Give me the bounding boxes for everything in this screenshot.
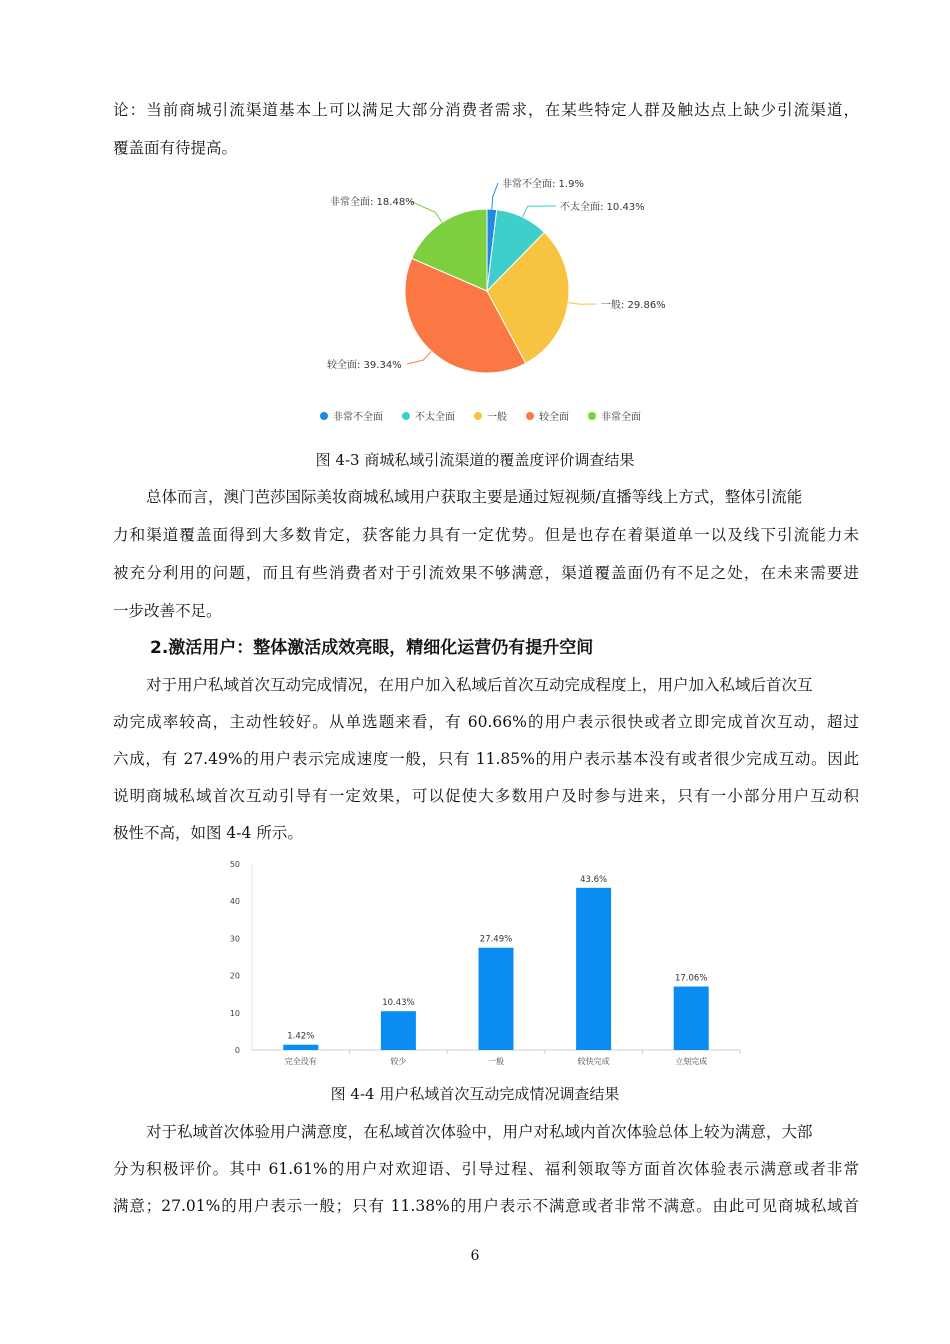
para2-line-2: 动完成率较高，主动性较好。从单选题来看，有 60.66%的用户表示很快或者立即完成首次互动，超过	[113, 713, 859, 731]
legend-swatch	[588, 412, 596, 420]
section-heading: 2.激活用户：整体激活成效亮眼，精细化运营仍有提升空间	[150, 638, 594, 658]
pie-chart	[290, 170, 690, 435]
legend-swatch	[402, 412, 410, 420]
pie-slice-label: 非常全面: 18.48%	[330, 197, 415, 208]
para2-line-1: 对于用户私域首次互动完成情况，在用户加入私域后首次互动完成程度上，用户加入私域后首次互	[146, 676, 813, 694]
legend-label: 非常不全面	[333, 412, 383, 423]
pie-leader-line	[522, 206, 556, 217]
pie-slice-label: 不太全面: 10.43%	[560, 202, 645, 213]
y-tick-label: 10	[229, 1008, 240, 1018]
legend-swatch	[320, 412, 328, 420]
legend-swatch	[526, 412, 534, 420]
intro-line-1: 论：当前商城引流渠道基本上可以满足大部分消费者需求，在某些特定人群及触达点上缺少引流渠道，	[113, 101, 859, 119]
legend-label: 一般	[487, 412, 507, 423]
legend-label: 非常全面	[601, 412, 641, 423]
para1-line-4: 一步改善不足。	[113, 602, 222, 620]
para3-line-1: 对于私域首次体验用户满意度，在私域首次体验中，用户对私域内首次体验总体上较为满意，大部	[146, 1123, 813, 1141]
y-tick-label: 40	[229, 897, 240, 907]
para1-line-1: 总体而言，澳门芭莎国际美妆商城私域用户获取主要是通过短视频/直播等线上方式，整体引流能	[146, 488, 803, 506]
para3-line-2: 分为积极评价。其中 61.61%的用户对欢迎语、引导过程、福利领取等方面首次体验表示满意或者非常	[113, 1160, 859, 1178]
pie-slice-label: 一般: 29.86%	[601, 300, 666, 311]
intro-line-2: 覆盖面有待提高。	[113, 139, 238, 157]
bar-value-label: 10.43%	[382, 998, 415, 1009]
bar-value-label: 43.6%	[580, 874, 608, 885]
bar	[479, 948, 514, 1050]
bar-value-label: 1.42%	[287, 1031, 315, 1042]
para1-line-3: 被充分利用的问题，而且有些消费者对于引流效果不够满意，渠道覆盖面仍有不足之处，在未来需要进	[113, 564, 859, 582]
legend-label: 不太全面	[415, 412, 455, 423]
y-tick-label: 50	[229, 860, 240, 869]
x-tick-label: 较少	[390, 1057, 407, 1066]
pie-slice-label: 较全面: 39.34%	[327, 360, 402, 371]
y-tick-label: 0	[234, 1046, 240, 1055]
legend-swatch	[474, 412, 482, 420]
para3-line-3: 满意；27.01%的用户表示一般；只有 11.38%的用户表示不满意或者非常不满意。由此可见商城私域首	[113, 1197, 859, 1215]
bar	[576, 888, 611, 1050]
pie-leader-line	[492, 183, 498, 209]
pie-slice-label: 非常不全面: 1.9%	[502, 179, 584, 190]
bar-chart	[222, 852, 747, 1074]
legend-label: 较全面	[539, 412, 569, 423]
x-tick-label: 较快完成	[577, 1057, 610, 1066]
para2-line-3: 六成，有 27.49%的用户表示完成速度一般，只有 11.85%的用户表示基本没有或者很少完成互动。因此	[113, 750, 859, 768]
bar	[381, 1011, 416, 1050]
bar-caption: 图 4-4 用户私域首次互动完成情况调查结果	[330, 1085, 620, 1103]
para2-line-5: 极性不高，如图 4-4 所示。	[113, 824, 303, 842]
page-number: 6	[470, 1248, 480, 1264]
pie-leader-line	[568, 303, 597, 305]
bar-value-label: 17.06%	[674, 973, 708, 984]
x-tick-label: 立刻完成	[675, 1057, 708, 1066]
para2-line-4: 说明商城私域首次互动引导有一定效果，可以促使大多数用户及时参与进来，只有一小部分用户互动积	[113, 787, 859, 805]
para1-line-2: 力和渠道覆盖面得到大多数肯定，获客能力具有一定优势。但是也存在着渠道单一以及线下引流能力未	[113, 526, 859, 544]
y-tick-label: 30	[229, 934, 240, 944]
bar-value-label: 27.49%	[479, 934, 513, 945]
x-tick-label: 一般	[488, 1057, 504, 1066]
pie-leader-line	[410, 201, 442, 222]
bar	[283, 1045, 318, 1050]
y-tick-label: 20	[229, 971, 240, 981]
x-tick-label: 完全没有	[284, 1057, 317, 1066]
bar	[674, 987, 709, 1050]
pie-caption: 图 4-3 商城私域引流渠道的覆盖度评价调查结果	[315, 451, 635, 469]
pie-leader-line	[407, 351, 431, 364]
